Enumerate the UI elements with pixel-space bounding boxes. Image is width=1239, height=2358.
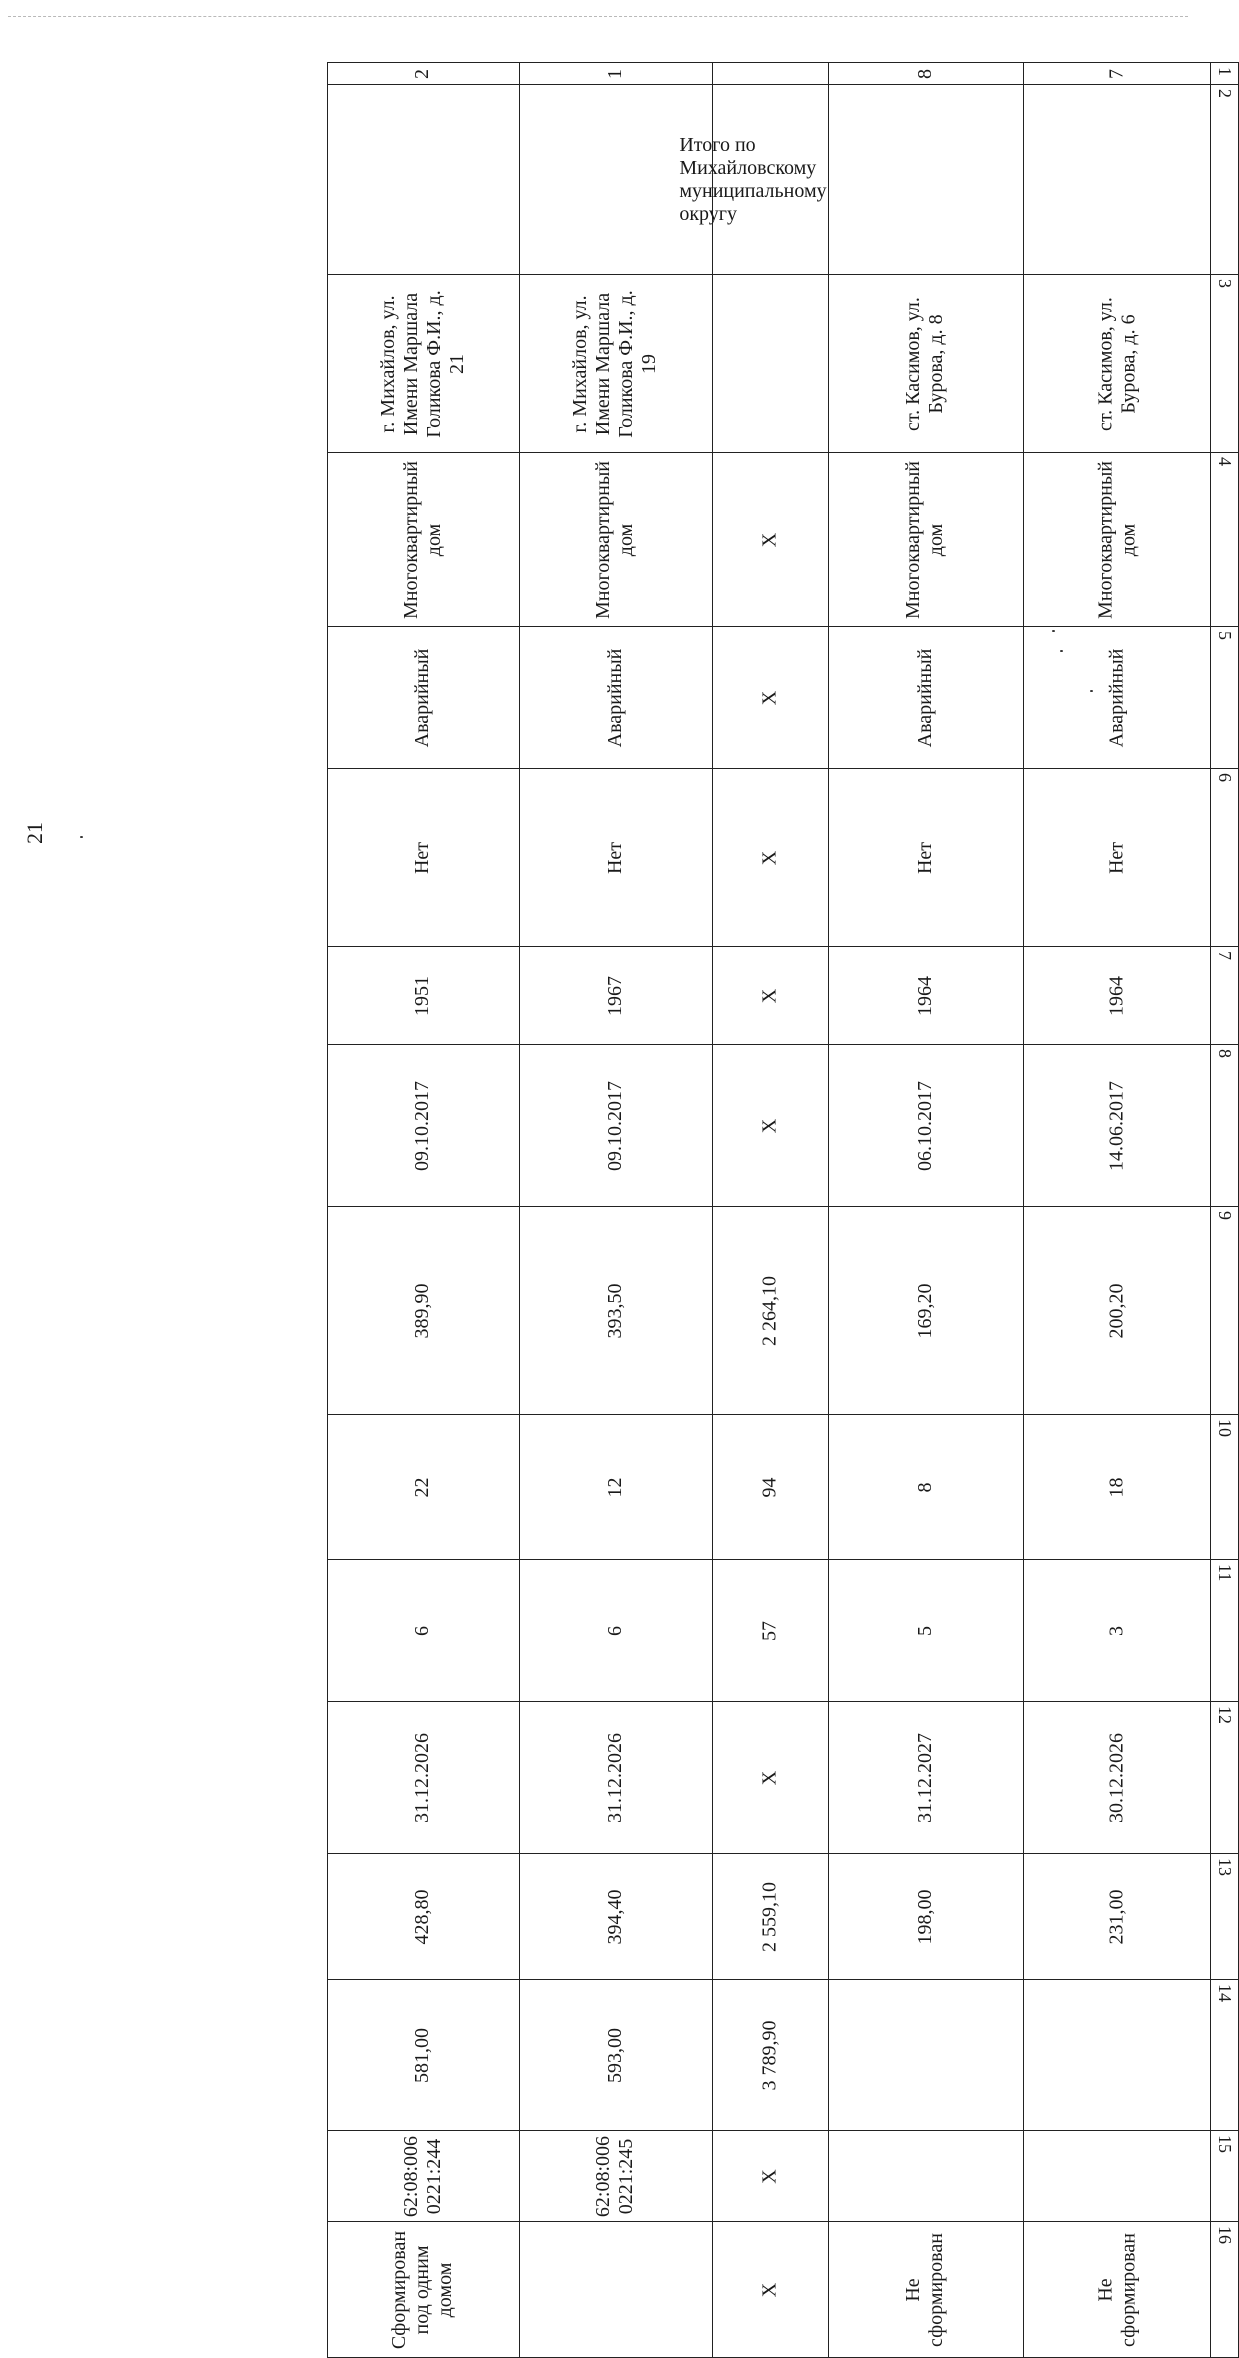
col-number: 9	[1211, 1207, 1239, 1415]
cell-col-10: 22	[328, 1415, 520, 1560]
cell-col-16: Не сформирован	[1023, 2222, 1210, 2358]
cell-col-8: X	[712, 1045, 828, 1207]
table-row	[828, 63, 1023, 2358]
cell-col-3: ст. Касимов, ул. Бурова, д. 8	[828, 275, 1023, 453]
col-number: 8	[1211, 1045, 1239, 1207]
cell-col-9: 393,50	[519, 1207, 712, 1415]
cell-col-1: 8	[828, 63, 1023, 85]
cell-col-4: Многоквартирный дом	[1023, 453, 1210, 627]
col-number: 12	[1211, 1702, 1239, 1854]
page-number: 21	[22, 822, 47, 844]
cell-col-10: 94	[712, 1415, 828, 1560]
cell-col-9: 2 264,10	[712, 1207, 828, 1415]
cell-col-5: Аварийный	[828, 627, 1023, 769]
table-row	[1023, 63, 1210, 2358]
cell-col-10: 12	[519, 1415, 712, 1560]
cell-col-14: 3 789,90	[712, 1980, 828, 2131]
col-number: 10	[1211, 1415, 1239, 1560]
cell-col-4: X	[712, 453, 828, 627]
col-number: 14	[1211, 1980, 1239, 2131]
cell-col-13: 428,80	[328, 1854, 520, 1980]
cell-col-13: 231,00	[1023, 1854, 1210, 1980]
header-row	[1211, 63, 1239, 2358]
cell-col-2	[328, 85, 520, 275]
cell-col-16: Не сформирован	[828, 2222, 1023, 2358]
cell-col-14: 581,00	[328, 1980, 520, 2131]
cell-col-16: X	[712, 2222, 828, 2358]
table-row	[519, 63, 712, 2358]
cell-col-11: 5	[828, 1560, 1023, 1702]
col-number: 2	[1211, 85, 1239, 275]
cell-col-12: 31.12.2026	[328, 1702, 520, 1854]
cell-col-1: 2	[328, 63, 520, 85]
cell-col-14	[1023, 1980, 1210, 2131]
col-number: 15	[1211, 2131, 1239, 2222]
cell-col-3: г. Михайлов, ул. Имени Маршала Голикова Ф.И., д. 19	[519, 275, 712, 453]
cell-col-5: Аварийный	[1023, 627, 1210, 769]
cell-col-8: 14.06.2017	[1023, 1045, 1210, 1207]
cell-col-6: Нет	[1023, 769, 1210, 947]
cell-col-3	[712, 275, 828, 453]
cell-col-15	[828, 2131, 1023, 2222]
cell-col-11: 57	[712, 1560, 828, 1702]
cell-col-13: 2 559,10	[712, 1854, 828, 1980]
cell-col-8: 09.10.2017	[328, 1045, 520, 1207]
col-number: 5	[1211, 627, 1239, 769]
cell-col-12: 31.12.2027	[828, 1702, 1023, 1854]
cell-col-1: 1	[519, 63, 712, 85]
cell-col-13: 394,40	[519, 1854, 712, 1980]
scan-speck	[80, 836, 83, 838]
cell-col-2: Итого по Михайловскому муниципальному округу	[675, 121, 865, 237]
cell-col-5: Аварийный	[328, 627, 520, 769]
cell-col-9: 200,20	[1023, 1207, 1210, 1415]
cell-col-8: 06.10.2017	[828, 1045, 1023, 1207]
data-table	[327, 62, 1239, 2358]
col-number: 4	[1211, 453, 1239, 627]
cell-col-15	[1023, 2131, 1210, 2222]
cell-col-12: 30.12.2026	[1023, 1702, 1210, 1854]
col-number: 6	[1211, 769, 1239, 947]
cell-col-7: X	[712, 947, 828, 1045]
cell-col-6: Нет	[519, 769, 712, 947]
cell-col-16: Сформирован под одним домом	[328, 2222, 520, 2358]
col-number: 3	[1211, 275, 1239, 453]
cell-col-5: Аварийный	[519, 627, 712, 769]
col-number: 1	[1211, 63, 1239, 85]
cell-col-11: 6	[519, 1560, 712, 1702]
cell-col-12: X	[712, 1702, 828, 1854]
cell-col-9: 169,20	[828, 1207, 1023, 1415]
col-number: 13	[1211, 1854, 1239, 1980]
cell-col-3: г. Михайлов, ул. Имени Маршала Голикова Ф.И., д. 21	[328, 275, 520, 453]
cell-col-7: 1964	[1023, 947, 1210, 1045]
cell-col-9: 389,90	[328, 1207, 520, 1415]
cell-col-4: Многоквартирный дом	[328, 453, 520, 627]
scan-border-line	[8, 16, 1188, 17]
cell-col-10: 18	[1023, 1415, 1210, 1560]
col-number: 11	[1211, 1560, 1239, 1702]
col-number: 7	[1211, 947, 1239, 1045]
cell-col-15: 62:08:0060221:244	[328, 2131, 520, 2222]
table-row	[328, 63, 520, 2358]
cell-col-3: ст. Касимов, ул. Бурова, д. 6	[1023, 275, 1210, 453]
cell-col-4: Многоквартирный дом	[519, 453, 712, 627]
cell-col-2	[1023, 85, 1210, 275]
cell-col-8: 09.10.2017	[519, 1045, 712, 1207]
cell-col-16	[519, 2222, 712, 2358]
cell-col-7: 1951	[328, 947, 520, 1045]
cell-col-6: Нет	[828, 769, 1023, 947]
cell-col-12: 31.12.2026	[519, 1702, 712, 1854]
cell-col-13: 198,00	[828, 1854, 1023, 1980]
cell-col-14: 593,00	[519, 1980, 712, 2131]
cell-col-6: X	[712, 769, 828, 947]
table-row	[712, 63, 828, 2358]
cell-col-15: 62:08:0060221:245	[519, 2131, 712, 2222]
cell-col-14	[828, 1980, 1023, 2131]
cell-col-10: 8	[828, 1415, 1023, 1560]
cell-col-6: Нет	[328, 769, 520, 947]
data-table-rotated	[327, 62, 1239, 2349]
cell-col-7: 1967	[519, 947, 712, 1045]
cell-col-2	[519, 85, 712, 275]
col-number: 16	[1211, 2222, 1239, 2358]
cell-col-11: 6	[328, 1560, 520, 1702]
cell-col-4: Многоквартирный дом	[828, 453, 1023, 627]
cell-col-1: 7	[1023, 63, 1210, 85]
cell-col-1	[712, 63, 828, 85]
cell-col-5: X	[712, 627, 828, 769]
cell-col-7: 1964	[828, 947, 1023, 1045]
cell-col-15: X	[712, 2131, 828, 2222]
cell-col-11: 3	[1023, 1560, 1210, 1702]
